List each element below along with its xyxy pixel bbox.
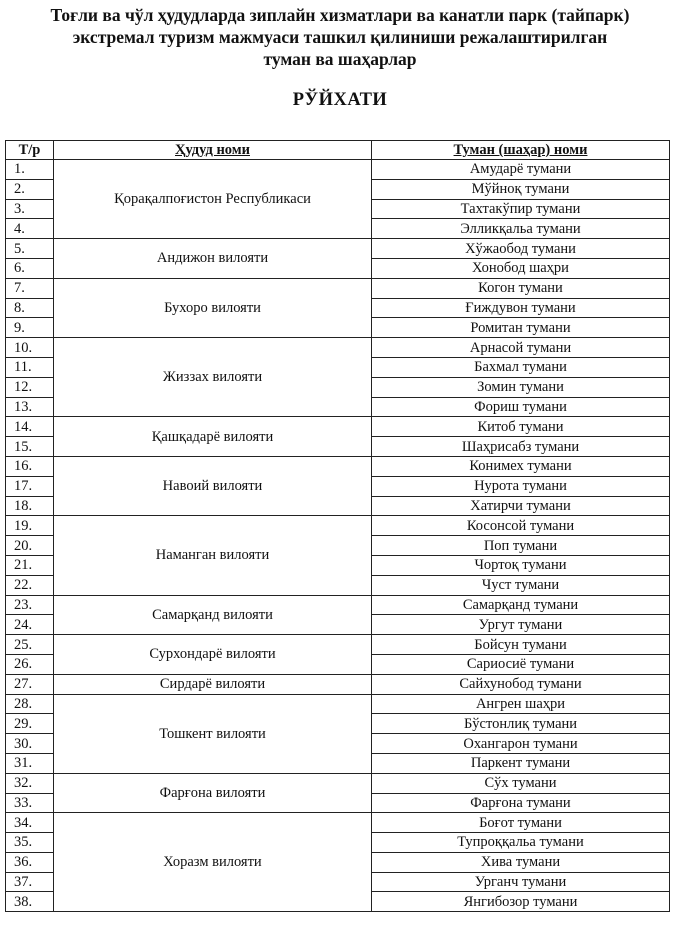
row-number: 27. <box>6 674 54 694</box>
region-name: Бухоро вилояти <box>54 278 372 337</box>
district-name: Боғот тумани <box>372 813 670 833</box>
row-number: 19. <box>6 516 54 536</box>
table-row <box>6 674 670 694</box>
district-name: Ғиждувон тумани <box>372 298 670 318</box>
document-subtitle: РЎЙХАТИ <box>292 90 388 110</box>
document-title <box>0 4 680 70</box>
row-number: 30. <box>6 734 54 754</box>
row-number: 21. <box>6 555 54 575</box>
district-name: Конимех тумани <box>372 456 670 476</box>
table-row <box>6 338 670 358</box>
district-name: Фориш тумани <box>372 397 670 417</box>
row-number: 20. <box>6 536 54 556</box>
region-name: Навоий вилояти <box>54 456 372 515</box>
table-row <box>6 635 670 655</box>
district-name: Мўйноқ тумани <box>372 179 670 199</box>
row-number: 3. <box>6 199 54 219</box>
region-name: Фарғона вилояти <box>54 773 372 813</box>
region-name: Наманган вилояти <box>54 516 372 595</box>
district-name: Ромитан тумани <box>372 318 670 338</box>
row-number: 35. <box>6 833 54 853</box>
row-number: 10. <box>6 338 54 358</box>
table-row <box>6 456 670 476</box>
district-name: Урганч тумани <box>372 872 670 892</box>
row-number: 14. <box>6 417 54 437</box>
districts-table <box>5 140 670 912</box>
district-name: Китоб тумани <box>372 417 670 437</box>
district-name: Сайхунобод тумани <box>372 674 670 694</box>
row-number: 37. <box>6 872 54 892</box>
district-name: Хўжаобод тумани <box>372 239 670 259</box>
district-name: Бойсун тумани <box>372 635 670 655</box>
district-name: Чортоқ тумани <box>372 555 670 575</box>
district-name: Паркент тумани <box>372 753 670 773</box>
row-number: 13. <box>6 397 54 417</box>
district-name: Косонсой тумани <box>372 516 670 536</box>
title-line-2: экстремал туризм мажмуаси ташкил қилиниши режалаштирилган <box>72 27 608 47</box>
district-name: Хива тумани <box>372 852 670 872</box>
table-row <box>6 417 670 437</box>
table-row <box>6 239 670 259</box>
table-header-row <box>6 141 670 160</box>
region-name: Жиззах вилояти <box>54 338 372 417</box>
row-number: 15. <box>6 437 54 457</box>
district-name: Хатирчи тумани <box>372 496 670 516</box>
row-number: 31. <box>6 753 54 773</box>
row-number: 24. <box>6 615 54 635</box>
region-name: Андижон вилояти <box>54 239 372 279</box>
row-number: 34. <box>6 813 54 833</box>
row-number: 7. <box>6 278 54 298</box>
row-number: 12. <box>6 377 54 397</box>
row-number: 22. <box>6 575 54 595</box>
row-number: 1. <box>6 160 54 180</box>
region-name: Тошкент вилояти <box>54 694 372 773</box>
district-name: Амударё тумани <box>372 160 670 180</box>
region-name: Самарқанд вилояти <box>54 595 372 635</box>
district-name: Чуст тумани <box>372 575 670 595</box>
row-number: 33. <box>6 793 54 813</box>
table-row <box>6 595 670 615</box>
table-row <box>6 773 670 793</box>
district-name: Поп тумани <box>372 536 670 556</box>
district-name: Зомин тумани <box>372 377 670 397</box>
district-name: Тупроққальа тумани <box>372 833 670 853</box>
district-name: Сўх тумани <box>372 773 670 793</box>
table-row <box>6 813 670 833</box>
district-name: Нурота тумани <box>372 476 670 496</box>
row-number: 6. <box>6 258 54 278</box>
row-number: 36. <box>6 852 54 872</box>
district-name: Ангрен шаҳри <box>372 694 670 714</box>
district-name: Янгибозор тумани <box>372 892 670 912</box>
row-number: 16. <box>6 456 54 476</box>
row-number: 29. <box>6 714 54 734</box>
table-row <box>6 278 670 298</box>
row-number: 23. <box>6 595 54 615</box>
district-name: Бахмал тумани <box>372 357 670 377</box>
district-name: Сариосиё тумани <box>372 654 670 674</box>
row-number: 2. <box>6 179 54 199</box>
district-name: Арнасой тумани <box>372 338 670 358</box>
district-name: Охангарон тумани <box>372 734 670 754</box>
column-header-district: Туман (шаҳар) номи <box>372 141 670 160</box>
row-number: 28. <box>6 694 54 714</box>
district-name: Бўстонлиқ тумани <box>372 714 670 734</box>
table-row <box>6 694 670 714</box>
title-line-1: Тоғли ва чўл ҳудудларда зиплайн хизматлари ва канатли парк (тайпарк) <box>50 5 630 25</box>
row-number: 17. <box>6 476 54 496</box>
row-number: 4. <box>6 219 54 239</box>
table-row <box>6 516 670 536</box>
district-name: Хонобод шаҳри <box>372 258 670 278</box>
region-name: Сурхондарё вилояти <box>54 635 372 675</box>
region-name: Қашқадарё вилояти <box>54 417 372 457</box>
district-name: Ургут тумани <box>372 615 670 635</box>
district-name: Когон тумани <box>372 278 670 298</box>
row-number: 5. <box>6 239 54 259</box>
row-number: 11. <box>6 357 54 377</box>
region-name: Хоразм вилояти <box>54 813 372 912</box>
region-name: Қорақалпоғистон Республикаси <box>54 160 372 239</box>
region-name: Сирдарё вилояти <box>54 674 372 694</box>
row-number: 9. <box>6 318 54 338</box>
table-row <box>6 160 670 180</box>
row-number: 38. <box>6 892 54 912</box>
row-number: 8. <box>6 298 54 318</box>
district-name: Шаҳрисабз тумани <box>372 437 670 457</box>
title-line-3: туман ва шаҳарлар <box>263 49 417 69</box>
row-number: 18. <box>6 496 54 516</box>
row-number: 26. <box>6 654 54 674</box>
column-header-region: Ҳудуд номи <box>54 141 372 160</box>
district-name: Фарғона тумани <box>372 793 670 813</box>
district-name: Тахтакўпир тумани <box>372 199 670 219</box>
table-body <box>6 160 670 912</box>
row-number: 32. <box>6 773 54 793</box>
district-name: Самарқанд тумани <box>372 595 670 615</box>
column-header-number: Т/р <box>6 141 54 160</box>
district-name: Элликқальа тумани <box>372 219 670 239</box>
row-number: 25. <box>6 635 54 655</box>
